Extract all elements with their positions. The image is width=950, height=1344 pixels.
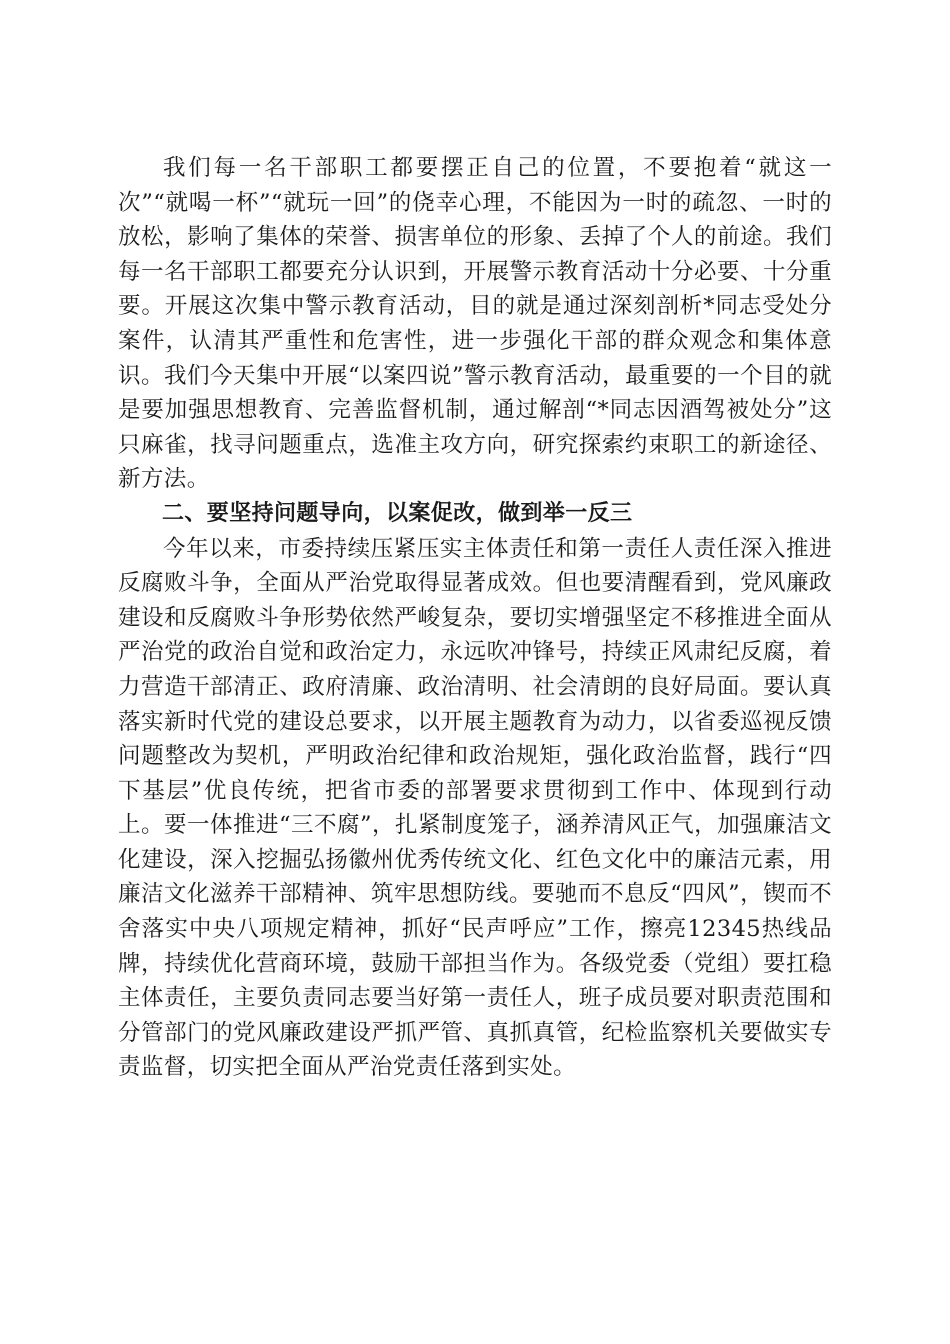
body-paragraph-1: 我们每一名干部职工都要摆正自己的位置，不要抱着“就这一次”“就喝一杯”“就玩一回”的侥幸心理，不能因为一时的疏忽、一时的放松，影响了集体的荣誉、损害单位的形象、丢掉了个人的前途。我们每一名干部职工都要充分认识到，开展警示教育活动十分必要、十分重要。开展这次集中警示教育活动，目的就是通过深刻剖析*同志受处分案件，认清其严重性和危害性，进一步强化干部的群众观念和集体意识。我们今天集中开展“以案四说”警示教育活动，最重要的一个目的就是要加强思想教育、完善监督机制，通过解剖“*同志因酒驾被处分”这只麻雀，找寻问题重点，选准主攻方向，研究探索约束职工的新途径、新方法。	[118, 155, 832, 493]
document-body	[118, 151, 832, 1085]
body-paragraph-2: 今年以来，市委持续压紧压实主体责任和第一责任人责任深入推进反腐败斗争，全面从严治党取得显著成效。但也要清醒看到，党风廉政建设和反腐败斗争形势依然严峻复杂，要切实增强坚定不移推进全面从严治党的政治自觉和政治定力，永远吹冲锋号，持续正风肃纪反腐，着力营造干部清正、政府清廉、政治清明、社会清朗的良好局面。要认真落实新时代党的建设总要求，以开展主题教育为动力，以省委巡视反馈问题整改为契机，严明政治纪律和政治规矩，强化政治监督，践行“四下基层”优良传统，把省市委的部署要求贯彻到工作中、体现到行动上。要一体推进“三不腐”，扎紧制度笼子，涵养清风正气，加强廉洁文化建设，深入挖掘弘扬徽州优秀传统文化、红色文化中的廉洁元素，用廉洁文化滋养干部精神、筑牢思想防线。要驰而不息反“四风”，锲而不舍落实中央八项规定精神，抓好“民声呼应”工作，擦亮12345热线品牌，持续优化营商环境，鼓励干部担当作为。各级党委（党组）要扛稳主体责任，主要负责同志要当好第一责任人，班子成员要对职责范围和分管部门的党风廉政建设严抓严管、真抓真管，纪检监察机关要做实专责监督，切实把全面从严治党责任落到实处。	[118, 535, 832, 1081]
section-heading-2: 二、要坚持问题导向，以案促改，做到举一反三	[162, 500, 633, 526]
